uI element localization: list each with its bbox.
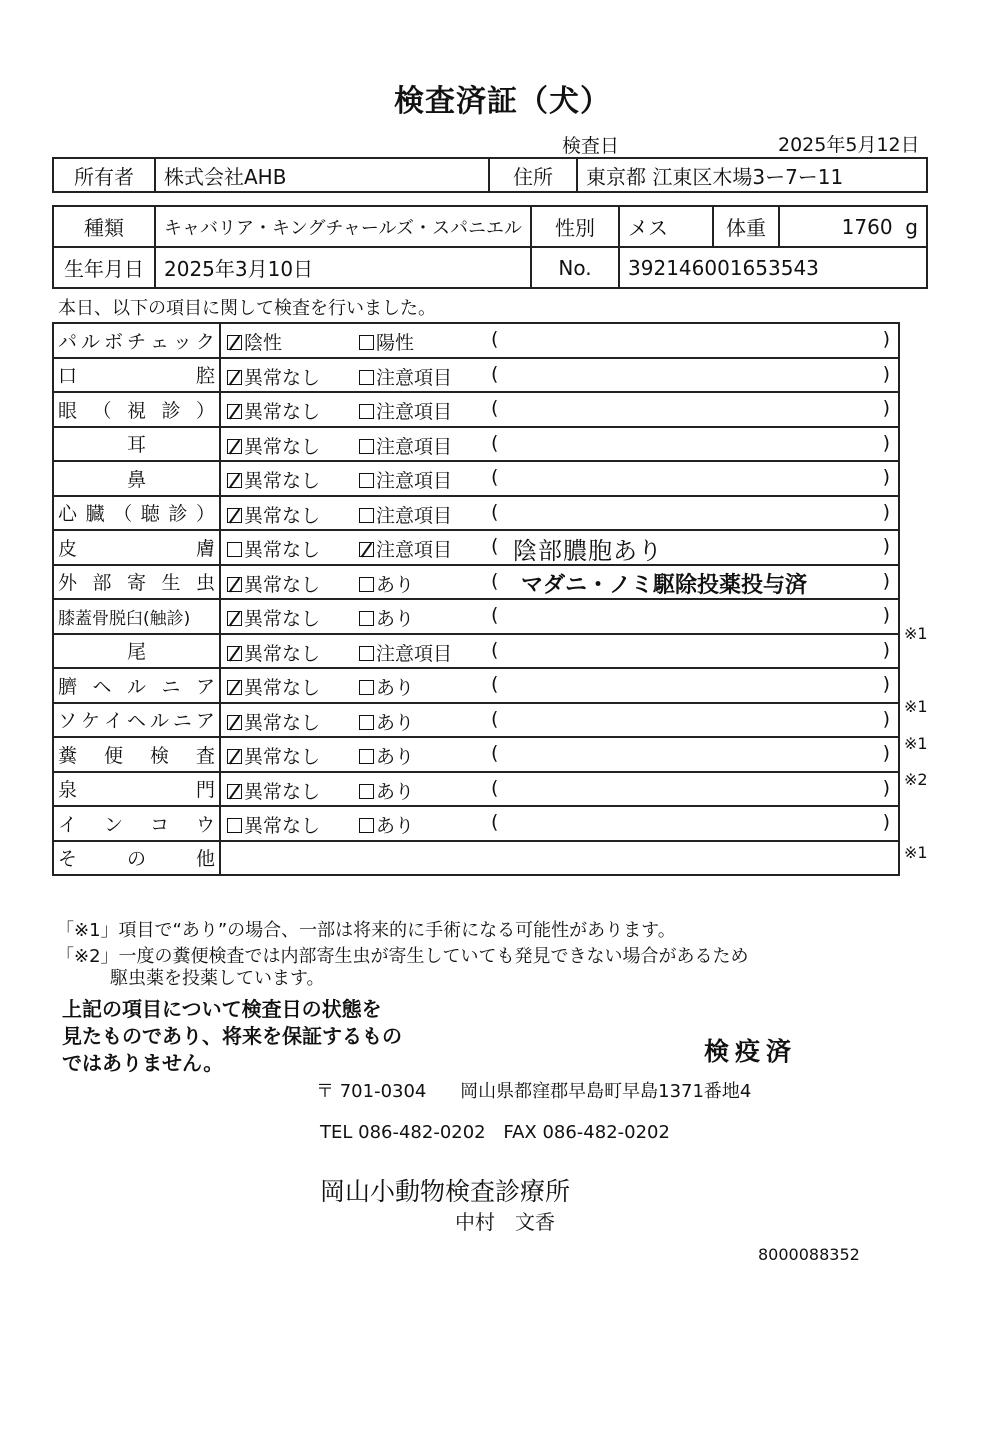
address-value: 東京都 江東区木場3ー7ー11 xyxy=(577,158,927,192)
option-label: あり xyxy=(376,711,415,734)
checked-checkbox-icon[interactable] xyxy=(227,577,242,592)
option-label: あり xyxy=(376,780,415,803)
label-char: イ xyxy=(103,710,123,733)
item-options-cell xyxy=(220,392,899,427)
option-attention[interactable] xyxy=(359,328,414,355)
option-normal[interactable] xyxy=(227,397,320,424)
item-name-cell xyxy=(53,599,220,634)
label-char: ェ xyxy=(149,330,169,353)
clinic-address-line xyxy=(316,1077,751,1103)
label-char: （ xyxy=(113,503,133,526)
label-char: パ xyxy=(58,330,78,353)
birth-label: 生年月日 xyxy=(53,247,155,288)
option-normal[interactable] xyxy=(227,570,320,597)
open-paren: ( xyxy=(491,638,499,661)
label-char: イ xyxy=(58,813,78,836)
owner-label: 所有者 xyxy=(53,158,155,192)
item-name-cell xyxy=(53,772,220,807)
owner-table xyxy=(52,157,928,193)
close-paren: ) xyxy=(882,431,890,454)
option-label: 異常なし xyxy=(244,815,321,837)
clinic-address: 岡山県都窪郡早島町早島1371番地4 xyxy=(460,1081,752,1102)
close-paren: ) xyxy=(882,569,890,592)
option-label: 異常なし xyxy=(244,401,321,423)
option-normal[interactable] xyxy=(227,604,320,631)
item-name xyxy=(58,534,215,561)
item-options-cell xyxy=(220,599,899,634)
option-normal[interactable] xyxy=(227,777,320,804)
item-note: マダニ・ノミ駆除投薬投与済 xyxy=(521,572,808,598)
footnote-mark: ※1 xyxy=(904,733,928,753)
option-label: あり xyxy=(376,677,415,699)
item-name xyxy=(58,430,215,457)
item-name-cell xyxy=(53,737,220,772)
label-char: 鼻 xyxy=(126,468,146,491)
inspection-date-value: 2025年5月12日 xyxy=(778,134,920,156)
item-options-cell xyxy=(220,496,899,531)
checked-checkbox-icon[interactable] xyxy=(227,508,242,523)
checked-checkbox-icon[interactable] xyxy=(227,680,242,695)
label-char: 心 xyxy=(58,503,78,526)
label-char: ボ xyxy=(103,330,123,353)
option-normal[interactable] xyxy=(227,673,320,700)
item-options-cell xyxy=(220,737,899,772)
open-paren: ( xyxy=(491,466,499,488)
option-attention[interactable] xyxy=(359,639,452,666)
label-char: ニ xyxy=(172,710,192,733)
item-options-cell xyxy=(220,323,899,358)
item-name xyxy=(58,637,215,664)
option-attention[interactable] xyxy=(359,811,414,838)
item-name xyxy=(58,775,215,802)
option-label: 異常なし xyxy=(244,608,321,630)
option-normal[interactable] xyxy=(227,535,320,562)
label-char: ソ xyxy=(58,710,78,733)
inspection-row xyxy=(53,668,899,703)
option-label: 異常なし xyxy=(244,780,321,803)
option-normal[interactable] xyxy=(227,639,320,666)
option-attention[interactable] xyxy=(359,501,452,528)
label-char: ア xyxy=(195,710,215,733)
option-attention[interactable] xyxy=(359,535,452,562)
option-label: 異常なし xyxy=(244,677,321,699)
checked-checkbox-icon[interactable] xyxy=(227,715,242,730)
breed-label: 種類 xyxy=(53,206,155,247)
label-char: 口 xyxy=(58,365,78,388)
address-label: 住所 xyxy=(489,158,577,192)
footnote-mark: ※1 xyxy=(904,624,928,643)
close-paren: ) xyxy=(882,466,890,488)
open-paren: ( xyxy=(491,811,499,833)
label-char: チ xyxy=(126,330,146,353)
close-paren: ) xyxy=(882,328,890,350)
item-name xyxy=(58,568,215,595)
option-normal[interactable] xyxy=(227,811,320,838)
option-label: 異常なし xyxy=(244,539,321,561)
birth-value: 2025年3月10日 xyxy=(155,247,531,288)
veterinarian-name: 中村 文香 xyxy=(455,1210,555,1234)
option-label: 異常なし xyxy=(244,711,321,734)
label-char: （ xyxy=(92,399,112,422)
option-attention[interactable] xyxy=(359,397,452,424)
inspection-row xyxy=(53,358,899,393)
option-label: 注意項目 xyxy=(376,539,453,561)
open-paren: ( xyxy=(491,328,499,350)
item-options-cell xyxy=(220,668,899,703)
item-name xyxy=(58,741,215,768)
item-name xyxy=(58,672,215,699)
option-normal[interactable] xyxy=(227,742,320,769)
item-options-cell xyxy=(220,806,899,841)
item-name: 膝蓋骨脱臼(触診) xyxy=(58,608,191,629)
checked-checkbox-icon[interactable] xyxy=(359,542,374,557)
checkbox-icon[interactable] xyxy=(359,508,374,523)
option-label: 異常なし xyxy=(244,746,321,768)
fax-number: FAX 086-482-0202 xyxy=(503,1122,670,1143)
option-attention[interactable] xyxy=(359,570,414,597)
option-label: 陰性 xyxy=(244,332,283,354)
checkbox-icon[interactable] xyxy=(359,818,374,833)
checked-checkbox-icon[interactable] xyxy=(227,335,242,350)
checkbox-icon[interactable] xyxy=(359,370,374,385)
option-label: 陽性 xyxy=(376,332,415,354)
inspection-items xyxy=(53,323,899,841)
label-char: 寄 xyxy=(126,572,146,595)
option-label: 異常なし xyxy=(244,642,321,665)
animal-table xyxy=(52,205,928,289)
option-normal[interactable] xyxy=(227,363,320,390)
option-label: あり xyxy=(376,573,415,596)
close-paren: ) xyxy=(882,707,890,730)
checkbox-icon[interactable] xyxy=(359,749,374,764)
label-char: 虫 xyxy=(195,572,215,595)
item-name xyxy=(58,327,215,354)
item-options-cell xyxy=(220,703,899,738)
clinic-name: 岡山小動物検査診療所 xyxy=(320,1177,571,1206)
number-label: No. xyxy=(531,247,619,288)
close-paren: ) xyxy=(882,500,890,523)
label-char: 腔 xyxy=(195,365,215,388)
option-label: 注意項目 xyxy=(376,470,453,492)
label-char: 門 xyxy=(195,779,215,802)
inspection-row xyxy=(53,530,899,565)
checkbox-icon[interactable] xyxy=(359,784,374,799)
label-char: ウ xyxy=(195,813,215,836)
owner-value: 株式会社AHB xyxy=(155,158,489,192)
open-paren: ( xyxy=(491,362,499,385)
checkbox-icon[interactable] xyxy=(227,542,242,557)
inspection-row xyxy=(53,634,899,669)
item-options-cell xyxy=(220,565,899,600)
footnote-mark: ※2 xyxy=(904,770,928,789)
checked-checkbox-icon[interactable] xyxy=(227,611,242,626)
option-label: 異常なし xyxy=(244,470,321,492)
checked-checkbox-icon[interactable] xyxy=(227,404,242,419)
document-title: 検査済証（犬） xyxy=(394,84,611,119)
checkbox-icon[interactable] xyxy=(359,715,374,730)
label-char: ン xyxy=(103,813,123,836)
open-paren: ( xyxy=(491,535,499,557)
label-char: ） xyxy=(195,399,215,422)
open-paren: ( xyxy=(491,776,499,799)
other-label xyxy=(58,844,215,871)
item-name-cell xyxy=(53,323,220,358)
item-name-cell xyxy=(53,806,220,841)
disclaimer-line: 上記の項目について検査日の状態を xyxy=(62,997,382,1021)
inspection-row xyxy=(53,737,899,772)
label-char: の xyxy=(126,848,146,871)
open-paren: ( xyxy=(491,500,499,523)
footnote-1: 「※1」項目で“あり”の場合、一部は将来的に手術になる可能性があります。 xyxy=(56,920,676,941)
inspection-row xyxy=(53,806,899,841)
item-name-cell xyxy=(53,668,220,703)
option-label: 注意項目 xyxy=(376,401,453,423)
item-name-cell xyxy=(53,461,220,496)
inspection-row xyxy=(53,703,899,738)
open-paren: ( xyxy=(491,431,499,454)
label-char: コ xyxy=(149,813,169,836)
label-char: 査 xyxy=(195,744,215,767)
option-attention[interactable] xyxy=(359,742,414,769)
option-normal[interactable] xyxy=(227,432,320,459)
item-name-cell xyxy=(53,565,220,600)
label-char: ヘ xyxy=(92,675,112,698)
label-char: 膚 xyxy=(195,537,215,560)
number-value: 392146001653543 xyxy=(619,247,927,288)
close-paren: ) xyxy=(882,397,890,419)
serial-number: 8000088352 xyxy=(758,1245,860,1264)
label-char: 耳 xyxy=(126,434,146,457)
label-char: 他 xyxy=(195,848,215,871)
checked-checkbox-icon[interactable] xyxy=(227,439,242,454)
option-attention[interactable] xyxy=(359,673,414,700)
option-attention[interactable] xyxy=(359,432,452,459)
item-name-cell xyxy=(53,427,220,462)
option-label: 異常なし xyxy=(244,435,321,458)
option-normal[interactable] xyxy=(227,708,320,735)
checkbox-icon[interactable] xyxy=(359,577,374,592)
footnote-mark: ※1 xyxy=(904,697,928,716)
checkbox-icon[interactable] xyxy=(227,818,242,833)
item-name xyxy=(58,810,215,837)
close-paren: ) xyxy=(882,811,890,833)
checked-checkbox-icon[interactable] xyxy=(227,749,242,764)
item-name-cell xyxy=(53,530,220,565)
inspection-row xyxy=(53,461,899,496)
option-attention[interactable] xyxy=(359,777,414,804)
checkbox-icon[interactable] xyxy=(359,439,374,454)
label-char: ア xyxy=(195,675,215,698)
option-normal[interactable] xyxy=(227,466,320,493)
label-char: 部 xyxy=(92,572,112,595)
checked-checkbox-icon[interactable] xyxy=(227,370,242,385)
option-label: あり xyxy=(376,746,415,768)
label-char: 診 xyxy=(161,399,181,422)
sex-value: メス xyxy=(619,206,713,247)
footnote-2-line-1: 「※2」一度の糞便検査では内部寄生虫が寄生していても発見できない場合があるため xyxy=(56,946,749,967)
breed-value: キャバリア・キングチャールズ・スパニエル xyxy=(155,206,531,247)
item-name xyxy=(58,706,215,733)
option-normal[interactable] xyxy=(227,501,320,528)
item-name-cell xyxy=(53,358,220,393)
label-char: ク xyxy=(195,330,215,353)
label-char: 聴 xyxy=(140,503,160,526)
disclaimer xyxy=(62,996,402,1077)
item-name xyxy=(58,361,215,388)
item-name-cell xyxy=(53,634,220,669)
label-char: 臍 xyxy=(58,675,78,698)
weight-unit: g xyxy=(905,214,918,239)
other-label-cell xyxy=(53,841,220,876)
close-paren: ) xyxy=(882,362,890,385)
label-char: 尾 xyxy=(126,641,146,664)
item-note: 陰部膿胞あり xyxy=(513,537,663,565)
option-label: 異常なし xyxy=(244,366,321,389)
option-attention[interactable] xyxy=(359,466,452,493)
close-paren: ) xyxy=(882,604,890,626)
close-paren: ) xyxy=(882,638,890,661)
checkbox-icon[interactable] xyxy=(359,335,374,350)
checkbox-icon[interactable] xyxy=(359,404,374,419)
label-char: 臓 xyxy=(85,503,105,526)
inspection-row xyxy=(53,496,899,531)
other-row xyxy=(53,841,899,876)
footnote-mark: ※1 xyxy=(904,843,928,862)
checkbox-icon[interactable] xyxy=(359,473,374,488)
label-char: ル xyxy=(80,330,100,353)
label-char: ヘ xyxy=(126,710,146,733)
option-label: 異常なし xyxy=(244,573,321,596)
disclaimer-line: 見たものであり、将来を保証するもの xyxy=(62,1024,402,1048)
weight-label: 体重 xyxy=(713,206,779,247)
footnote-2-line-2: 駆虫薬を投薬しています。 xyxy=(110,968,325,989)
checkbox-icon[interactable] xyxy=(359,680,374,695)
sex-label: 性別 xyxy=(531,206,619,247)
close-paren: ) xyxy=(882,776,890,799)
item-name-cell xyxy=(53,496,220,531)
label-char: 外 xyxy=(58,572,78,595)
inspection-row xyxy=(53,772,899,807)
open-paren: ( xyxy=(491,742,499,764)
item-options-cell xyxy=(220,634,899,669)
contact-line xyxy=(320,1122,670,1143)
label-char: ッ xyxy=(172,330,192,353)
disclaimer-line: ではありません。 xyxy=(62,1051,224,1075)
option-label: 異常なし xyxy=(244,504,321,527)
item-name xyxy=(58,396,215,423)
label-char: そ xyxy=(58,848,78,871)
label-char: ル xyxy=(149,710,169,733)
inspection-row xyxy=(53,323,899,358)
checkbox-icon[interactable] xyxy=(359,646,374,661)
open-paren: ( xyxy=(491,707,499,730)
option-attention[interactable] xyxy=(359,363,452,390)
weight-value: 1760 xyxy=(841,214,893,239)
item-name-cell xyxy=(53,392,220,427)
option-label: 注意項目 xyxy=(376,366,453,389)
label-char: 検 xyxy=(149,744,169,767)
label-char: 皮 xyxy=(58,537,78,560)
label-char: 便 xyxy=(103,744,123,767)
label-char: ニ xyxy=(161,675,181,698)
inspection-date-label: 検査日 xyxy=(562,135,620,157)
tel-number: TEL 086-482-0202 xyxy=(320,1122,486,1143)
item-name-cell xyxy=(53,703,220,738)
option-label: あり xyxy=(376,608,415,630)
option-attention[interactable] xyxy=(359,708,414,735)
close-paren: ) xyxy=(882,742,890,764)
intro-text: 本日、以下の項目に関して検査を行いました。 xyxy=(58,298,436,319)
option-label: あり xyxy=(376,815,415,837)
item-name xyxy=(58,499,215,526)
option-normal[interactable] xyxy=(227,328,282,355)
option-label: 注意項目 xyxy=(376,642,453,665)
close-paren: ) xyxy=(882,673,890,695)
item-name xyxy=(58,465,215,492)
checked-checkbox-icon[interactable] xyxy=(227,784,242,799)
close-paren: ) xyxy=(882,535,890,557)
label-char: 眼 xyxy=(58,399,78,422)
item-options-cell xyxy=(220,772,899,807)
postal-code: 〒 701-0304 xyxy=(316,1081,427,1102)
label-char: 糞 xyxy=(58,744,78,767)
weight-cell xyxy=(779,206,927,247)
quarantine-stamp: 検疫済 xyxy=(704,1037,798,1066)
inspection-row xyxy=(53,392,899,427)
label-char: ル xyxy=(126,675,146,698)
item-options-cell xyxy=(220,427,899,462)
label-char: 生 xyxy=(161,572,181,595)
item-options-cell xyxy=(220,530,899,565)
label-char: 泉 xyxy=(58,779,78,802)
inspection-row xyxy=(53,599,899,634)
label-char: ） xyxy=(195,503,215,526)
label-char: 視 xyxy=(126,399,146,422)
inspection-row xyxy=(53,565,899,600)
option-label: 注意項目 xyxy=(376,435,453,458)
open-paren: ( xyxy=(491,673,499,695)
open-paren: ( xyxy=(491,397,499,419)
option-label: 注意項目 xyxy=(376,504,453,527)
checkbox-icon[interactable] xyxy=(359,611,374,626)
option-attention[interactable] xyxy=(359,604,414,631)
open-paren: ( xyxy=(491,569,499,592)
checked-checkbox-icon[interactable] xyxy=(227,473,242,488)
inspection-table xyxy=(52,322,900,876)
other-value xyxy=(220,841,899,876)
item-options-cell xyxy=(220,461,899,496)
open-paren: ( xyxy=(491,604,499,626)
inspection-row xyxy=(53,427,899,462)
label-char: ケ xyxy=(80,710,100,733)
label-char: 診 xyxy=(168,503,188,526)
checked-checkbox-icon[interactable] xyxy=(227,646,242,661)
item-options-cell xyxy=(220,358,899,393)
